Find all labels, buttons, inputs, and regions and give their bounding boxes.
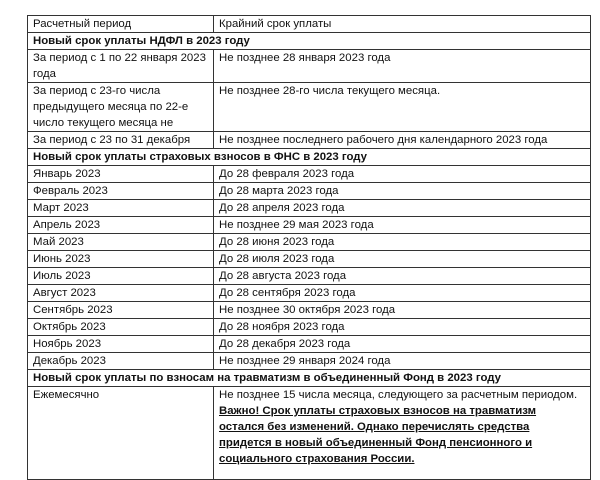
- deadline-cell: До 28 августа 2023 года: [214, 268, 591, 285]
- table-row: [28, 268, 591, 285]
- table-row: [28, 251, 591, 268]
- deadline-cell: До 28 февраля 2023 года: [214, 166, 591, 183]
- period-cell: [28, 83, 214, 132]
- section-title-ndfl: Новый срок уплаты НДФЛ в 2023 году: [28, 33, 591, 50]
- period-cell: Август 2023: [28, 285, 214, 302]
- header-period: Расчетный период: [28, 16, 214, 33]
- period-cell: Сентябрь 2023: [28, 302, 214, 319]
- deadline-cell: До 28 сентября 2023 года: [214, 285, 591, 302]
- deadline-cell: До 28 марта 2023 года: [214, 183, 591, 200]
- period-cell: Декабрь 2023: [28, 353, 214, 370]
- table-row: [28, 183, 591, 200]
- period-cell: Июнь 2023: [28, 251, 214, 268]
- table-row: [28, 387, 591, 480]
- deadline-cell: Не позднее последнего рабочего дня календарного 2023 года: [214, 132, 591, 149]
- table-row: [28, 200, 591, 217]
- section-title-injury: Новый срок уплаты по взносам на травматизм в объединенный Фонд в 2023 году: [28, 370, 591, 387]
- header-deadline: Крайний срок уплаты: [214, 16, 591, 33]
- section-title-row: [28, 149, 591, 166]
- deadline-cell: До 28 ноября 2023 года: [214, 319, 591, 336]
- deadline-cell: Не позднее 28-го числа текущего месяца.: [214, 83, 591, 132]
- deadline-cell: Не позднее 29 января 2024 года: [214, 353, 591, 370]
- deadline-cell: До 28 декабря 2023 года: [214, 336, 591, 353]
- period-cell: За период с 1 по 22 января 2023 года: [28, 50, 214, 83]
- deadline-cell: Не позднее 28 января 2023 года: [214, 50, 591, 83]
- period-cell: Ноябрь 2023: [28, 336, 214, 353]
- period-cell: За период с 23 по 31 декабря: [28, 132, 214, 149]
- table-row: [28, 302, 591, 319]
- section-title-row: [28, 33, 591, 50]
- deadline-cell: До 28 апреля 2023 года: [214, 200, 591, 217]
- table-row: [28, 166, 591, 183]
- deadline-cell: До 28 июля 2023 года: [214, 251, 591, 268]
- table-row: [28, 50, 591, 83]
- period-cell: Январь 2023: [28, 166, 214, 183]
- deadline-cell: [214, 387, 591, 480]
- deadline-cell: Не позднее 29 мая 2023 года: [214, 217, 591, 234]
- table-row: [28, 319, 591, 336]
- table-row: [28, 132, 591, 149]
- table-row: [28, 336, 591, 353]
- table-row: [28, 285, 591, 302]
- period-text: За период с 23-го числа предыдущего месяца по 22-е число текущего месяца не: [33, 85, 189, 129]
- section-title-fns: Новый срок уплаты страховых взносов в ФНС в 2023 году: [28, 149, 591, 166]
- period-cell: Октябрь 2023: [28, 319, 214, 336]
- table-row: [28, 83, 591, 132]
- payment-deadlines-table: [27, 15, 591, 480]
- section-title-row: [28, 370, 591, 387]
- period-cell: Ежемесячно: [28, 387, 214, 480]
- table-row: [28, 217, 591, 234]
- table-row: [28, 234, 591, 251]
- period-cell: Июль 2023: [28, 268, 214, 285]
- period-cell: Февраль 2023: [28, 183, 214, 200]
- deadline-cell: До 28 июня 2023 года: [214, 234, 591, 251]
- period-cell: Май 2023: [28, 234, 214, 251]
- period-cell: Март 2023: [28, 200, 214, 217]
- header-row: [28, 16, 591, 33]
- deadline-cell: Не позднее 30 октября 2023 года: [214, 302, 591, 319]
- deadline-text: Не позднее 15 числа месяца, следующего за расчетным периодом.: [219, 389, 578, 401]
- important-note: Важно! Срок уплаты страховых взносов на травматизм остался без изменений. Однако перечислять средства придется в новый объединенный Фонд пенсионного и социального страхования России.: [219, 405, 537, 465]
- period-cell: Апрель 2023: [28, 217, 214, 234]
- table-row: [28, 353, 591, 370]
